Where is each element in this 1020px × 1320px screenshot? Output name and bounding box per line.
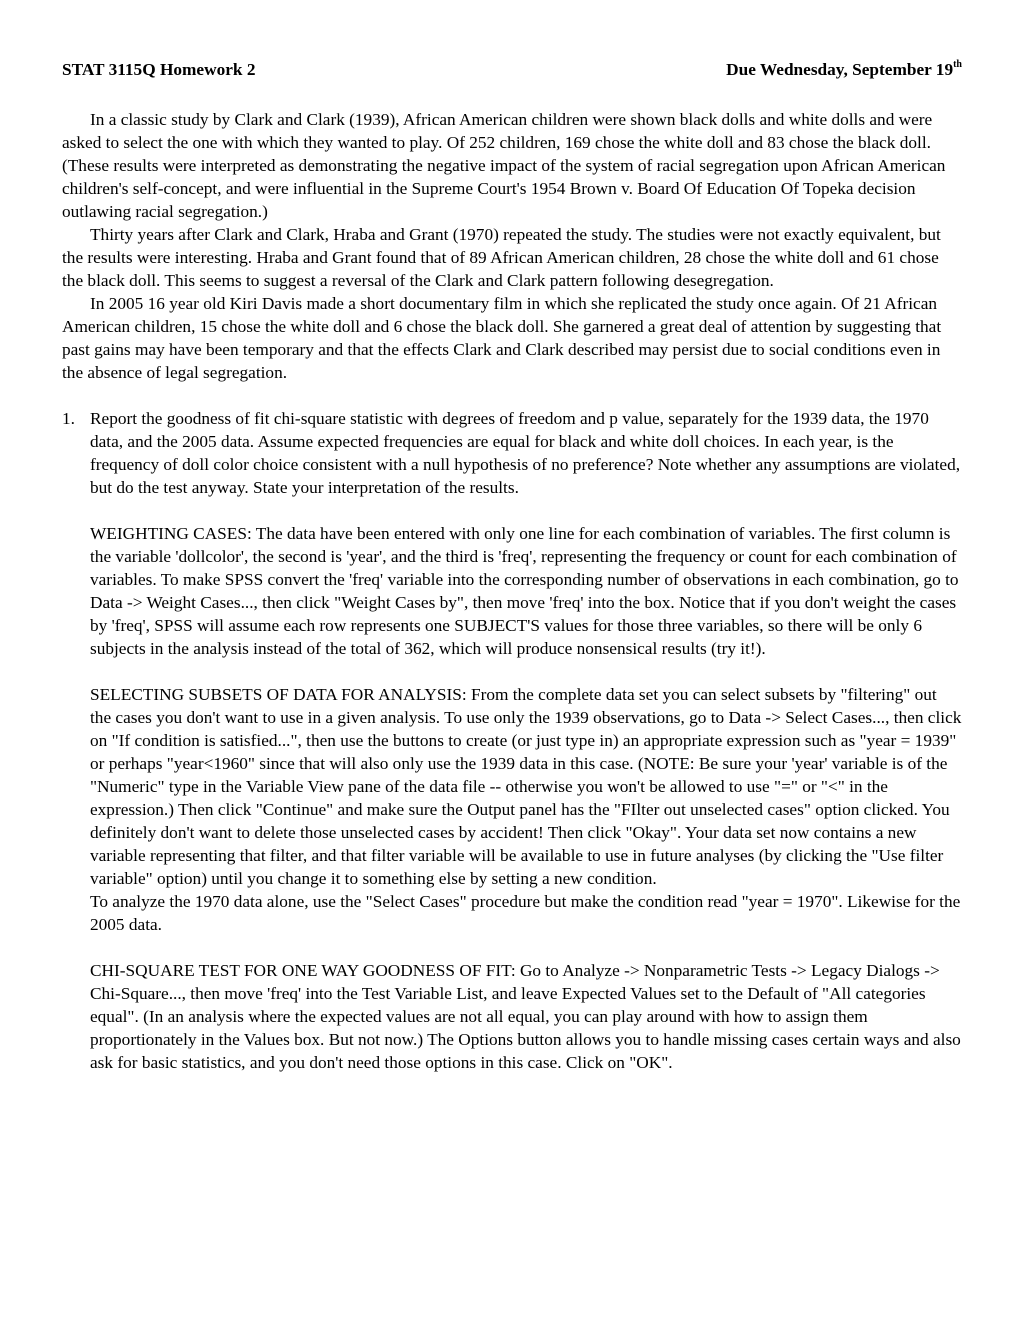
due-date bbox=[726, 58, 962, 81]
due-date-suffix: th bbox=[953, 59, 962, 71]
question-1-prompt: Report the goodness of fit chi-square statistic with degrees of freedom and p value, separately for the 1939 data, the 1970 data, and the 2005 data. Assume expected frequencies are equal for black and white doll choices. In each year, is the frequency of doll color choice consistent with a null hypothesis of no preference? Note whether any assumptions are violated, but do the test anyway. State your interpretation of the results. bbox=[90, 409, 961, 497]
selecting-subsets-instructions: SELECTING SUBSETS OF DATA FOR ANALYSIS: From the complete data set you can select subsets by "filtering" out the cases you don't want to use in a given analysis. To use only the 1939 observations, go to Data -> Select Cases..., then click on "If condition is satisfied...", then use the buttons to create (or just type in) an appropriate expression such as "year = 1939" or perhaps "year<1960" since that will also only use the 1939 data in this case. (NOTE: Be sure your 'year' variable is of the "Numeric" type in the Variable View pane of the data file -- otherwise you won't be allowed to use "=" or "<" in the expression.) Then click "Continue" and make sure the Output panel has the "FIlter out unselected cases" option clicked. You definitely don't want to delete those unselected cases by accident! Then click "Okay". Your data set now contains a new variable representing that filter, and that filter variable will be available to use in future analyses (by clicking the "Use filter variable" option) until you change it to something else by setting a new condition. bbox=[90, 685, 962, 888]
document-header bbox=[62, 58, 962, 81]
document-page bbox=[62, 58, 962, 1074]
course-title: STAT 3115Q Homework 2 bbox=[62, 60, 256, 79]
question-1 bbox=[62, 407, 962, 1074]
intro-paragraph-clark: In a classic study by Clark and Clark (1939), African American children were shown black dolls and white dolls and were asked to select the one with which they wanted to play. Of 252 children, 169 chose the white doll and 83 chose the black doll. (These results were interpreted as demonstrating the negative impact of the system of racial segregation upon African American children's self-concept, and were influential in the Supreme Court's 1954 Brown v. Board Of Education Of Topeka decision outlawing racial segregation.) bbox=[62, 110, 946, 221]
due-date-text: Due Wednesday, September 19 bbox=[726, 60, 954, 79]
chi-square-instructions: CHI-SQUARE TEST FOR ONE WAY GOODNESS OF FIT: Go to Analyze -> Nonparametric Tests -> Legacy Dialogs -> Chi-Square..., then move 'freq' into the Test Variable List, and leave Expected Values set to the Default of "All categories equal". (In an analysis where the expected values are not all equal, you can play around with how to assign them proportionately in the Values box. But not now.) The Options button allows you to handle missing cases certain ways and also ask for basic statistics, and you don't need those options in this case. Click on "OK". bbox=[90, 961, 961, 1072]
question-list bbox=[62, 407, 962, 1074]
question-number: 1. bbox=[62, 409, 75, 428]
weighting-cases-instructions: WEIGHTING CASES: The data have been entered with only one line for each combination of variables. The first column is the variable 'dollcolor', the second is 'year', and the third is 'freq', representing the frequency or count for each combination of variables. To make SPSS convert the 'freq' variable into the corresponding number of observations in each combination, go to Data -> Weight Cases..., then click "Weight Cases by", then move 'freq' into the box. Notice that if you don't weight the cases by 'freq', SPSS will assume each row represents one SUBJECT'S values for those three variables, so there will be only 6 subjects in the analysis instead of the total of 362, which will produce nonsensical results (try it!). bbox=[90, 524, 959, 658]
intro-paragraph-hraba-grant: Thirty years after Clark and Clark, Hraba and Grant (1970) repeated the study. The studies were not exactly equivalent, but the results were interesting. Hraba and Grant found that of 89 African American children, 28 chose the white doll and 61 chose the black doll. This seems to suggest a reversal of the Clark and Clark pattern following desegregation. bbox=[62, 225, 941, 290]
select-other-years-note: To analyze the 1970 data alone, use the "Select Cases" procedure but make the condition read "year = 1970". Likewise for the 2005 data. bbox=[90, 892, 961, 934]
intro-paragraph-kiri-davis: In 2005 16 year old Kiri Davis made a short documentary film in which she replicated the study once again. Of 21 African American children, 15 chose the white doll and 6 chose the black doll. She garnered a great deal of attention by suggesting that past gains may have been temporary and that the effects Clark and Clark described may persist due to social conditions even in the absence of legal segregation. bbox=[62, 294, 942, 382]
